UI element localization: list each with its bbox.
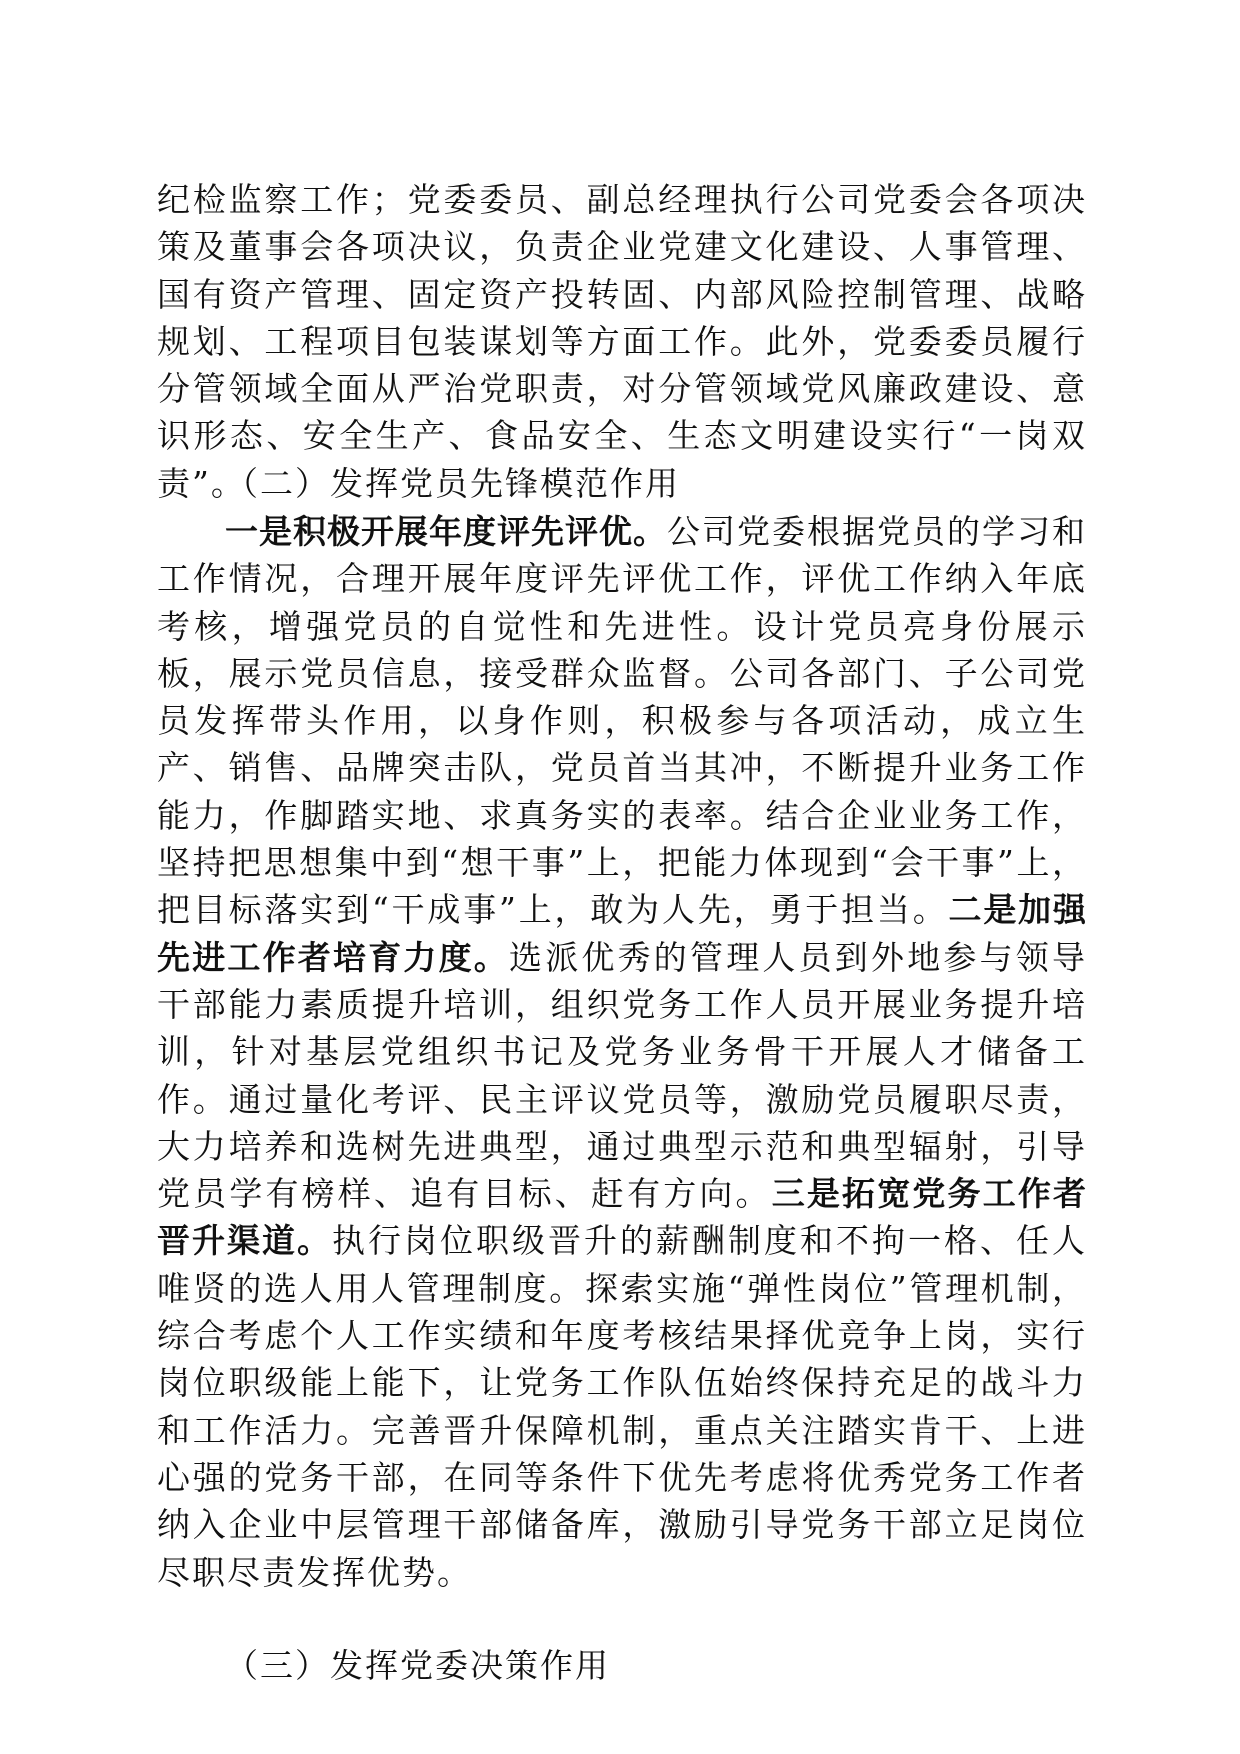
lead-point-2: 二是加强先进工作者培育力度。 bbox=[157, 890, 1087, 977]
lead-point-1: 一是积极开展年度评先评优。 bbox=[225, 512, 667, 551]
body-point-1: 公司党委根据党员的学习和工作情况，合理开展年度评先评优工作，评优工作纳入年底考核，增强党员的自觉性和先进性。设计党员亮身份展示板，展示党员信息，接受群众监督。公司各部门、子公司党员发挥带头作用，以身作则，积极参与各项活动，成立生产、销售、品牌突击队，党员首当其冲，不断提升业务工作能力，作脚踏实地、求真务实的表率。结合企业业务工作，坚持把思想集中到“想干事”上，把能力体现到“会干事”上，把目标落实到“干成事”上，敢为人先，勇于担当。 bbox=[157, 512, 1087, 930]
paragraph-responsibilities: 纪检监察工作；党委委员、副总经理执行公司党委会各项决策及董事会各项决议，负责企业党建文化建设、人事管理、国有资产管理、固定资产投转固、内部风险控制管理、战略规划、工程项目包装谋划等方面工作。此外，党委委员履行分管领域全面从严治党职责，对分管领域党风廉政建设、意识形态、安全生产、食品安全、生态文明建设实行“一岗双责”。 bbox=[157, 180, 1087, 503]
lead-point-3: 三是拓宽党务工作者晋升渠道。 bbox=[157, 1174, 1088, 1261]
section-heading-3: （三）发挥党委决策作用 bbox=[225, 1646, 610, 1685]
body-point-2: 选派优秀的管理人员到外地参与领导干部能力素质提升培训，组织党务工作人员开展业务提升培训，针对基层党组织书记及党务业务骨干开展人才储备工作。通过量化考评、民主评议党员等，激励党员履职尽责，大力培养和选树先进典型，通过典型示范和典型辐射，引导党员学有榜样、追有目标、赶有方向。 bbox=[157, 937, 1087, 1214]
paragraph-party-members bbox=[157, 508, 1087, 1596]
body-point-3: 执行岗位职级晋升的薪酬制度和不拘一格、任人唯贤的选人用人管理制度。探索实施“弹性岗位”管理机制，综合考虑个人工作实绩和年度考核结果择优竞争上岗，实行岗位职级能上能下，让党务工作队伍始终保持充足的战斗力和工作活力。完善晋升保障机制，重点关注踏实肯干、上进心强的党务干部，在同等条件下优先考虑将优秀党务工作者纳入企业中层管理干部储备库，激励引导党务干部立足岗位尽职尽责发挥优势。 bbox=[157, 1221, 1087, 1592]
section-heading-2: （二）发挥党员先锋模范作用 bbox=[225, 464, 680, 503]
